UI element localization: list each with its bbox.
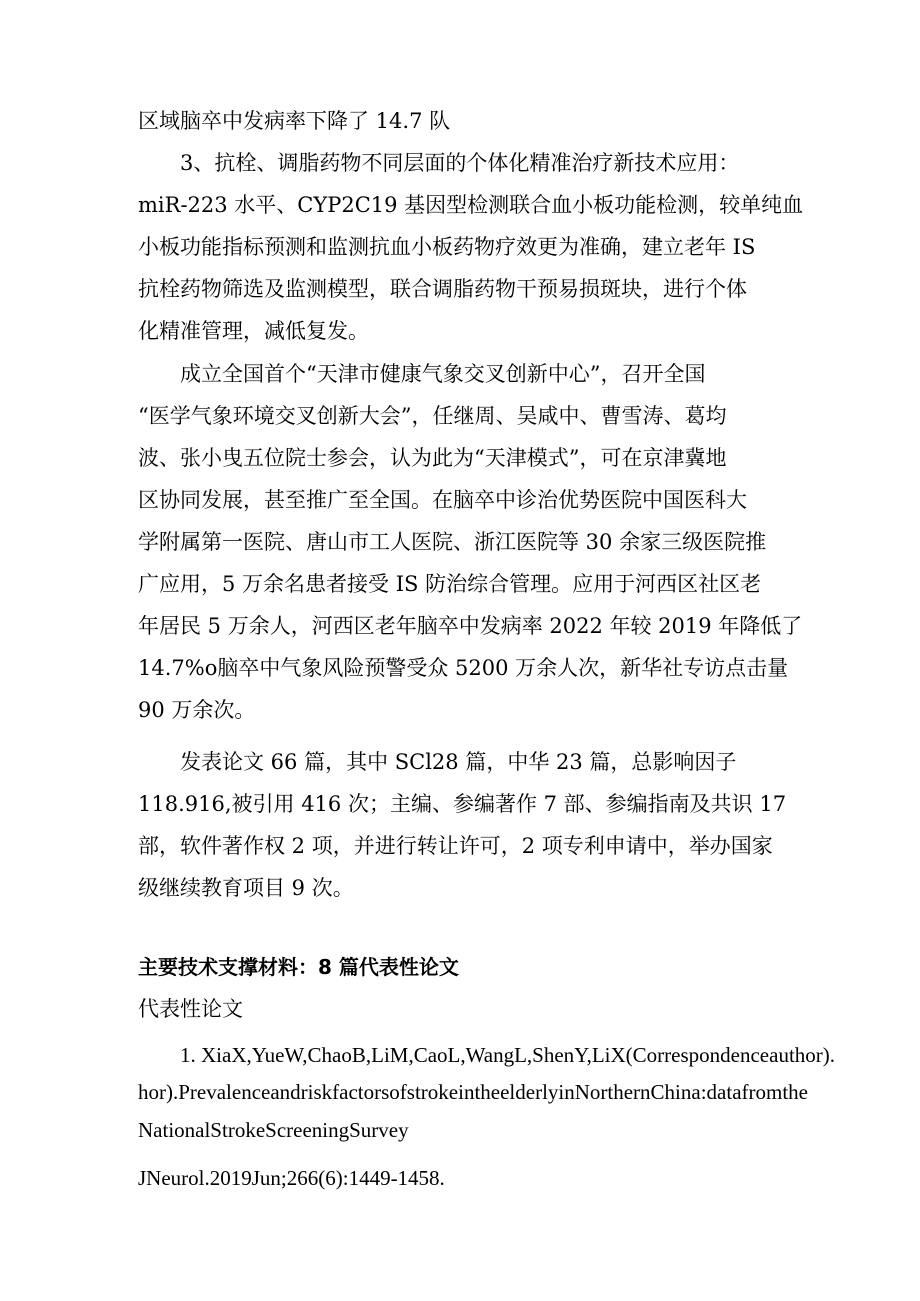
paragraph-line: 波、张小曳五位院士参会，认为此为“天津模式”，可在京津冀地 (138, 446, 727, 470)
paragraph-line: 区协同发展，甚至推广至全国。在脑卒中诊治优势医院中国医科大 (138, 488, 747, 512)
paragraph-line: 学附属第一医院、唐山市工人医院、浙江医院等 30 余家三级医院推 (138, 530, 767, 554)
paragraph-line: 90 万余次。 (138, 698, 256, 722)
reference-line: hor).PrevalenceandriskfactorsofstrokeintheelderlyinNorthernChina:datafromthe (138, 1080, 809, 1104)
paragraph-line: 年居民 5 万余人，河西区老年脑卒中发病率 2022 年较 2019 年降低了 (138, 614, 803, 638)
paragraph-line: 区域脑卒中发病率下降了 14.7 队 (138, 109, 451, 133)
paragraph-line: 成立全国首个“天津市健康气象交叉创新中心”，召开全国 (180, 362, 706, 386)
reference-line: NationalStrokeScreeningSurvey (138, 1118, 409, 1142)
paragraph-line: 118.916,被引用 416 次；主编、参编著作 7 部、参编指南及共识 17 (138, 792, 787, 816)
reference-line: 1. XiaX,YueW,ChaoB,LiM,CaoL,WangL,ShenY,LiX(Correspondenceauthor). (180, 1043, 836, 1067)
paragraph-line: “医学气象环境交叉创新大会”，任继周、吴咸中、曹雪涛、葛均 (138, 404, 727, 428)
paragraph-line: 部，软件著作权 2 项，并进行转让许可，2 项专利申请中，举办国家 (138, 834, 773, 858)
paragraph-line: miR-223 水平、CYP2C19 基因型检测联合血小板功能检测，较单纯血 (138, 193, 804, 217)
section-subheading: 代表性论文 (138, 997, 243, 1021)
reference-line: JNeurol.2019Jun;266(6):1449-1458. (138, 1166, 445, 1190)
paragraph-line: 发表论文 66 篇，其中 SCl28 篇，中华 23 篇，总影响因子 (180, 750, 737, 774)
paragraph-line: 级继续教育项目 9 次。 (138, 876, 354, 900)
section-heading: 主要技术支撑材料：8 篇代表性论文 (138, 955, 459, 979)
paragraph-line: 抗栓药物筛选及监测模型，联合调脂药物干预易损斑块，进行个体 (138, 277, 747, 301)
paragraph-line: 3、抗栓、调脂药物不同层面的个体化精准治疗新技术应用： (180, 151, 740, 175)
paragraph-line: 化精准管理，减低复发。 (138, 319, 369, 343)
paragraph-line: 14.7%o脑卒中气象风险预警受众 5200 万余人次，新华社专访点击量 (138, 656, 789, 680)
paragraph-line: 广应用，5 万余名患者接受 IS 防治综合管理。应用于河西区社区老 (138, 572, 762, 596)
paragraph-line: 小板功能指标预测和监测抗血小板药物疗效更为准确，建立老年 IS (138, 235, 756, 259)
